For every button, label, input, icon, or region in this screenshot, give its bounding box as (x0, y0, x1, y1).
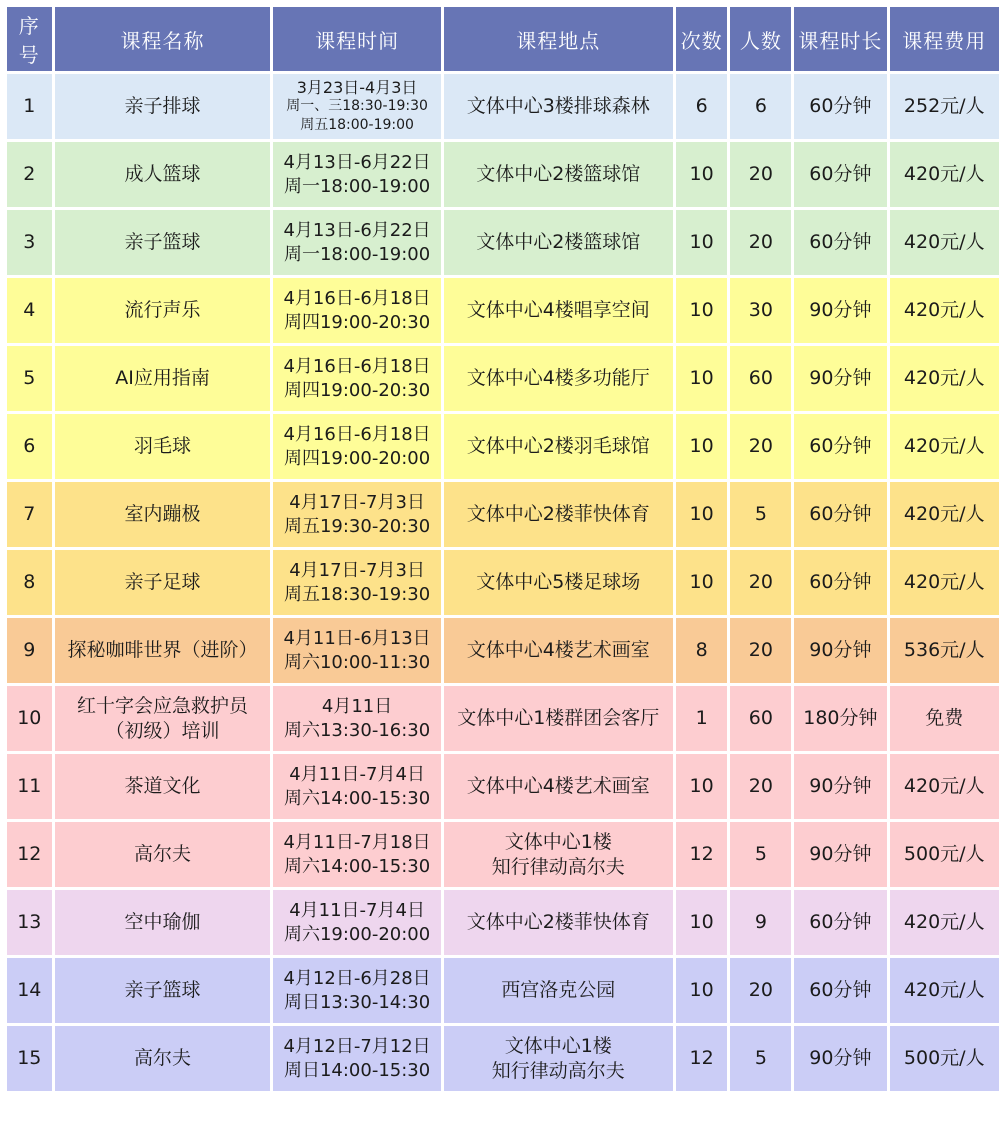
header-index: 序号 (7, 7, 52, 71)
course-time-cell (273, 346, 440, 411)
course-location-line: 文体中心3楼排球森林 (466, 95, 650, 117)
duration-cell: 90分钟 (794, 278, 886, 343)
fee-cell: 500元/人 (890, 822, 1000, 887)
table-row (7, 686, 999, 751)
course-time-line: 周一、三18:30-19:30 (286, 98, 428, 114)
capacity-cell: 20 (730, 618, 791, 683)
course-name-cell (55, 74, 271, 139)
fee-cell: 420元/人 (890, 414, 1000, 479)
course-name-cell (55, 210, 271, 275)
course-name-cell (55, 754, 271, 819)
course-name-line: 高尔夫 (134, 1047, 192, 1069)
course-time-line: 4月11日-6月13日 (283, 627, 431, 649)
index-cell: 8 (7, 550, 52, 615)
course-time-line: 4月11日-7月4日 (289, 763, 425, 785)
fee-cell: 420元/人 (890, 754, 1000, 819)
course-location-line: 文体中心2楼篮球馆 (476, 231, 641, 253)
capacity-cell: 20 (730, 958, 791, 1023)
course-time-cell (273, 958, 440, 1023)
table-row (7, 958, 999, 1023)
table-row (7, 142, 999, 207)
index-cell: 12 (7, 822, 52, 887)
course-time-line: 周五18:00-19:00 (300, 117, 414, 133)
fee-cell: 420元/人 (890, 890, 1000, 955)
course-location-cell (444, 958, 673, 1023)
course-time-cell (273, 414, 440, 479)
course-time-line: 周五19:30-20:30 (283, 515, 431, 537)
course-name-line: 成人篮球 (124, 163, 201, 185)
course-name-cell (55, 686, 271, 751)
course-location-cell (444, 686, 673, 751)
duration-cell: 60分钟 (794, 414, 886, 479)
course-name-line: 空中瑜伽 (124, 911, 201, 933)
table-body (7, 74, 999, 1091)
course-location-line: 文体中心5楼足球场 (476, 571, 641, 593)
course-location-cell (444, 142, 673, 207)
course-time-line: 周日14:00-15:30 (283, 1059, 431, 1081)
course-time-line: 4月12日-6月28日 (283, 967, 431, 989)
duration-cell: 60分钟 (794, 74, 886, 139)
index-cell: 3 (7, 210, 52, 275)
course-name-line: 羽毛球 (134, 435, 192, 457)
duration-cell: 60分钟 (794, 890, 886, 955)
course-location-cell (444, 618, 673, 683)
course-name-line: 探秘咖啡世界（进阶） (67, 639, 258, 661)
duration-cell: 60分钟 (794, 142, 886, 207)
course-location-line: 文体中心4楼艺术画室 (466, 775, 650, 797)
course-name-cell (55, 822, 271, 887)
sessions-cell: 10 (676, 142, 728, 207)
course-time-line: 周四19:00-20:00 (283, 447, 431, 469)
duration-cell: 90分钟 (794, 1026, 886, 1091)
sessions-cell: 8 (676, 618, 728, 683)
course-time-line: 4月17日-7月3日 (289, 491, 425, 513)
course-time-line: 4月11日-7月4日 (289, 899, 425, 921)
table-row (7, 278, 999, 343)
course-time-line: 周一18:00-19:00 (283, 243, 431, 265)
course-time-line: 周六14:00-15:30 (283, 855, 431, 877)
course-location-line: 文体中心2楼羽毛球馆 (466, 435, 650, 457)
duration-cell: 60分钟 (794, 482, 886, 547)
table-row (7, 346, 999, 411)
course-name-line: 高尔夫 (134, 843, 192, 865)
table-row (7, 618, 999, 683)
course-time-line: 周日13:30-14:30 (283, 991, 431, 1013)
table-row (7, 550, 999, 615)
course-time-line: 3月23日-4月3日 (296, 78, 418, 97)
course-time-cell (273, 142, 440, 207)
duration-cell: 60分钟 (794, 210, 886, 275)
sessions-cell: 10 (676, 210, 728, 275)
header-duration: 课程时长 (794, 7, 886, 71)
course-name-line: 亲子篮球 (124, 231, 201, 253)
table-row (7, 482, 999, 547)
course-time-line: 4月17日-7月3日 (289, 559, 425, 581)
table-row (7, 822, 999, 887)
fee-cell: 420元/人 (890, 958, 1000, 1023)
sessions-cell: 10 (676, 414, 728, 479)
course-location-cell (444, 550, 673, 615)
sessions-cell: 12 (676, 822, 728, 887)
table-row (7, 414, 999, 479)
course-name-cell (55, 618, 271, 683)
course-time-cell (273, 278, 440, 343)
course-time-line: 周四19:00-20:30 (283, 379, 431, 401)
duration-cell: 180分钟 (794, 686, 886, 751)
course-location-line: 知行律动高尔夫 (491, 1059, 625, 1082)
course-name-cell (55, 958, 271, 1023)
table-row (7, 1026, 999, 1091)
course-location-cell (444, 482, 673, 547)
index-cell: 14 (7, 958, 52, 1023)
course-location-line: 文体中心4楼艺术画室 (466, 639, 650, 661)
fee-cell: 420元/人 (890, 278, 1000, 343)
fee-cell: 420元/人 (890, 550, 1000, 615)
capacity-cell: 60 (730, 346, 791, 411)
fee-cell: 252元/人 (890, 74, 1000, 139)
fee-cell: 420元/人 (890, 482, 1000, 547)
course-location-cell (444, 278, 673, 343)
duration-cell: 90分钟 (794, 346, 886, 411)
course-location-line: 文体中心2楼菲快体育 (466, 911, 650, 933)
course-time-line: 4月13日-6月22日 (283, 219, 431, 241)
course-time-line: 周五18:30-19:30 (283, 583, 431, 605)
sessions-cell: 10 (676, 890, 728, 955)
course-name-cell (55, 550, 271, 615)
duration-cell: 90分钟 (794, 618, 886, 683)
duration-cell: 90分钟 (794, 754, 886, 819)
header-sessions: 次数 (676, 7, 728, 71)
course-location-cell (444, 74, 673, 139)
course-time-cell (273, 550, 440, 615)
header-capacity: 人数 (730, 7, 791, 71)
capacity-cell: 30 (730, 278, 791, 343)
capacity-cell: 5 (730, 1026, 791, 1091)
index-cell: 15 (7, 1026, 52, 1091)
course-name-cell (55, 142, 271, 207)
course-location-line: 文体中心4楼唱享空间 (466, 299, 650, 321)
index-cell: 4 (7, 278, 52, 343)
course-name-line: AI应用指南 (115, 367, 210, 389)
sessions-cell: 10 (676, 346, 728, 411)
course-location-cell (444, 346, 673, 411)
index-cell: 11 (7, 754, 52, 819)
header-row (7, 7, 999, 71)
sessions-cell: 12 (676, 1026, 728, 1091)
course-location-line: 文体中心4楼多功能厅 (466, 367, 650, 389)
fee-cell: 420元/人 (890, 210, 1000, 275)
capacity-cell: 5 (730, 822, 791, 887)
sessions-cell: 6 (676, 74, 728, 139)
course-name-cell (55, 1026, 271, 1091)
course-time-line: 周六19:00-20:00 (283, 923, 431, 945)
course-time-cell (273, 1026, 440, 1091)
capacity-cell: 6 (730, 74, 791, 139)
course-name-line: （初级）培训 (105, 719, 220, 742)
course-location-line: 文体中心2楼篮球馆 (476, 163, 641, 185)
course-location-cell (444, 414, 673, 479)
header-course-location: 课程地点 (444, 7, 673, 71)
index-cell: 5 (7, 346, 52, 411)
course-location-cell (444, 1026, 673, 1091)
course-name-line: 亲子篮球 (124, 979, 201, 1001)
course-time-cell (273, 482, 440, 547)
capacity-cell: 60 (730, 686, 791, 751)
capacity-cell: 20 (730, 414, 791, 479)
index-cell: 6 (7, 414, 52, 479)
capacity-cell: 20 (730, 550, 791, 615)
sessions-cell: 1 (676, 686, 728, 751)
course-name-line: 茶道文化 (124, 775, 201, 797)
index-cell: 1 (7, 74, 52, 139)
course-time-line: 4月11日-7月18日 (283, 831, 431, 853)
course-location-line: 文体中心1楼 (504, 1034, 612, 1057)
table-row (7, 210, 999, 275)
duration-cell: 60分钟 (794, 550, 886, 615)
course-table (4, 4, 1002, 1094)
course-name-cell (55, 414, 271, 479)
header-course-name: 课程名称 (55, 7, 271, 71)
capacity-cell: 20 (730, 142, 791, 207)
course-time-line: 4月16日-6月18日 (283, 423, 431, 445)
index-cell: 7 (7, 482, 52, 547)
course-time-cell (273, 890, 440, 955)
fee-cell: 420元/人 (890, 346, 1000, 411)
course-name-cell (55, 346, 271, 411)
sessions-cell: 10 (676, 958, 728, 1023)
index-cell: 9 (7, 618, 52, 683)
sessions-cell: 10 (676, 482, 728, 547)
course-location-cell (444, 210, 673, 275)
course-time-line: 4月12日-7月12日 (283, 1035, 431, 1057)
index-cell: 2 (7, 142, 52, 207)
course-time-line: 周一18:00-19:00 (283, 175, 431, 197)
course-location-line: 文体中心1楼 (504, 830, 612, 853)
duration-cell: 90分钟 (794, 822, 886, 887)
course-time-cell (273, 754, 440, 819)
course-time-line: 4月16日-6月18日 (283, 287, 431, 309)
course-location-line: 西宫洛克公园 (501, 979, 616, 1001)
fee-cell: 420元/人 (890, 142, 1000, 207)
course-location-cell (444, 754, 673, 819)
course-location-line: 文体中心2楼菲快体育 (466, 503, 650, 525)
course-time-line: 周六13:30-16:30 (283, 719, 431, 741)
fee-cell: 免费 (890, 686, 1000, 751)
course-time-cell (273, 618, 440, 683)
table-row (7, 890, 999, 955)
course-time-line: 4月13日-6月22日 (283, 151, 431, 173)
header-course-time: 课程时间 (273, 7, 440, 71)
course-name-line: 亲子足球 (124, 571, 201, 593)
course-time-cell (273, 822, 440, 887)
fee-cell: 500元/人 (890, 1026, 1000, 1091)
fee-cell: 536元/人 (890, 618, 1000, 683)
table-row (7, 74, 999, 139)
course-name-line: 红十字会应急救护员 (77, 694, 249, 717)
course-time-line: 周六10:00-11:30 (283, 651, 431, 673)
course-location-cell (444, 822, 673, 887)
index-cell: 13 (7, 890, 52, 955)
course-time-cell (273, 686, 440, 751)
capacity-cell: 20 (730, 754, 791, 819)
course-name-line: 室内蹦极 (124, 503, 201, 525)
course-name-cell (55, 482, 271, 547)
header-fee: 课程费用 (890, 7, 1000, 71)
table-row (7, 754, 999, 819)
sessions-cell: 10 (676, 550, 728, 615)
duration-cell: 60分钟 (794, 958, 886, 1023)
capacity-cell: 5 (730, 482, 791, 547)
course-location-line: 知行律动高尔夫 (491, 855, 625, 878)
course-name-line: 流行声乐 (124, 299, 201, 321)
course-location-cell (444, 890, 673, 955)
course-time-line: 周四19:00-20:30 (283, 311, 431, 333)
course-time-line: 4月11日 (321, 695, 393, 717)
capacity-cell: 9 (730, 890, 791, 955)
course-time-line: 4月16日-6月18日 (283, 355, 431, 377)
course-location-line: 文体中心1楼群团会客厅 (457, 707, 660, 729)
course-name-cell (55, 278, 271, 343)
course-time-cell (273, 210, 440, 275)
course-name-line: 亲子排球 (124, 95, 201, 117)
sessions-cell: 10 (676, 754, 728, 819)
course-time-line: 周六14:00-15:30 (283, 787, 431, 809)
course-name-cell (55, 890, 271, 955)
course-time-cell (273, 74, 440, 139)
sessions-cell: 10 (676, 278, 728, 343)
index-cell: 10 (7, 686, 52, 751)
capacity-cell: 20 (730, 210, 791, 275)
